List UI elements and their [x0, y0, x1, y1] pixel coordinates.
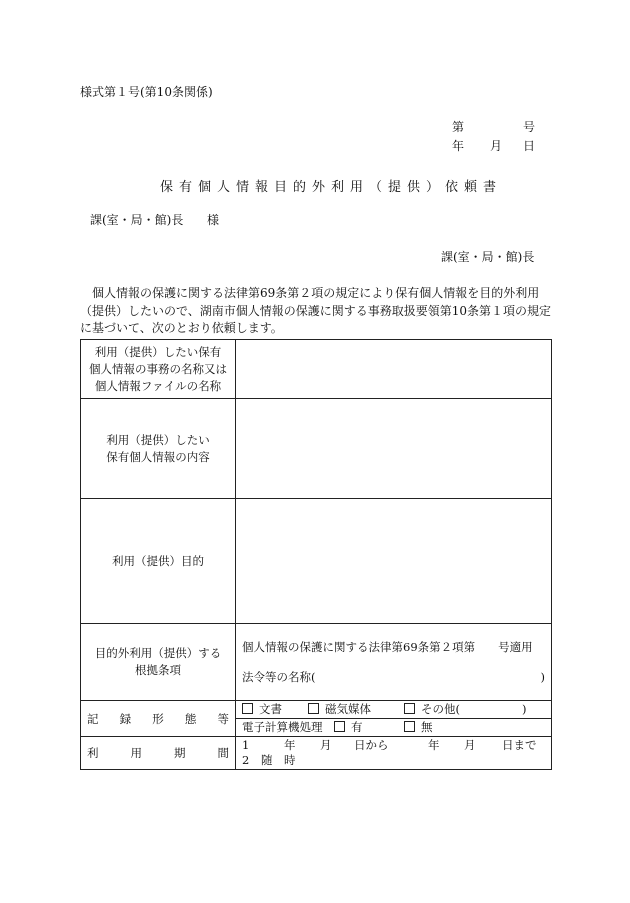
doc-number-prefix: 第: [452, 120, 465, 134]
legal-name-suffix: ): [540, 669, 545, 684]
request-table: [80, 339, 552, 770]
row-content: [81, 399, 552, 499]
form-id: 様式第１号(第10条関係): [80, 85, 213, 99]
row-file-name: [81, 340, 552, 399]
cell-period: [236, 737, 552, 770]
option-yes-label: 有: [351, 720, 363, 734]
period-to-month: 月: [464, 738, 476, 752]
legal-basis-article: 個人情報の保護に関する法律第69条第２項第 号適用: [242, 639, 533, 654]
record-medium-line: [236, 701, 551, 718]
computer-processing-line: [236, 718, 551, 736]
date-day: 日: [523, 139, 536, 153]
row-period: [81, 737, 552, 770]
label-legal-basis: 目的外利用（提供）する 根拠条項: [81, 624, 236, 701]
date-year: 年: [452, 139, 465, 153]
option-magnetic-label: 磁気媒体: [325, 702, 371, 716]
label-content: 利用（提供）したい 保有個人情報の内容: [81, 399, 236, 499]
period-from-year: 年: [284, 738, 296, 752]
input-purpose[interactable]: [236, 499, 552, 624]
period-from-month: 月: [320, 738, 332, 752]
intro-paragraph: 個人情報の保護に関する法律第69条第２項の規定により保有個人情報を目的外利用（提供）したいので、湖南市個人情報の保護に関する事務取扱要領第10条第１項の規定に基づいて、次のとおり依頼します。: [80, 286, 552, 335]
date-month: 月: [490, 139, 503, 153]
option-other-label: その他(: [421, 702, 460, 716]
period-anytime-line: [236, 753, 551, 768]
input-file-name[interactable]: [236, 340, 552, 399]
row-purpose: [81, 499, 552, 624]
checkbox-yes[interactable]: [334, 721, 345, 732]
period-from-day: 日から: [354, 738, 389, 752]
period-option-1-num: 1: [242, 738, 250, 752]
period-to-year: 年: [428, 738, 440, 752]
row-record-form: [81, 701, 552, 737]
period-anytime-label: 随 時: [260, 753, 296, 767]
document-title: 保有個人情報目的外利用（提供）依頼書: [160, 180, 503, 195]
legal-name-line: [242, 669, 551, 686]
checkbox-no[interactable]: [404, 721, 415, 732]
label-period: 利 用 期 間: [81, 737, 236, 770]
checkbox-document[interactable]: [242, 703, 253, 714]
input-content[interactable]: [236, 399, 552, 499]
checkbox-other[interactable]: [404, 703, 415, 714]
addressee-honorific: 様: [207, 213, 220, 227]
cell-legal-basis: [236, 624, 552, 701]
label-file-name: 利用（提供）したい保有 個人情報の事務の名称又は 個人情報ファイルの名称: [81, 340, 236, 399]
option-other-close: ): [522, 702, 527, 716]
doc-number-suffix: 号: [523, 120, 536, 134]
label-purpose: 利用（提供）目的: [81, 499, 236, 624]
option-no-label: 無: [421, 720, 433, 734]
sender-dept: 課(室・局・館)長: [441, 250, 535, 264]
cell-record-form: [236, 701, 552, 737]
option-document-label: 文書: [259, 702, 282, 716]
computer-processing-label: 電子計算機処理: [242, 720, 323, 734]
legal-name-prefix: 法令等の名称(: [242, 669, 316, 684]
period-option-2-num: 2: [242, 753, 250, 767]
period-to-day: 日まで: [502, 738, 537, 752]
label-record-form: 記 録 形 態 等: [81, 701, 236, 737]
addressee-dept: 課(室・局・館)長: [90, 213, 184, 227]
row-legal-basis: [81, 624, 552, 701]
checkbox-magnetic[interactable]: [308, 703, 319, 714]
period-range-line: [236, 738, 551, 753]
